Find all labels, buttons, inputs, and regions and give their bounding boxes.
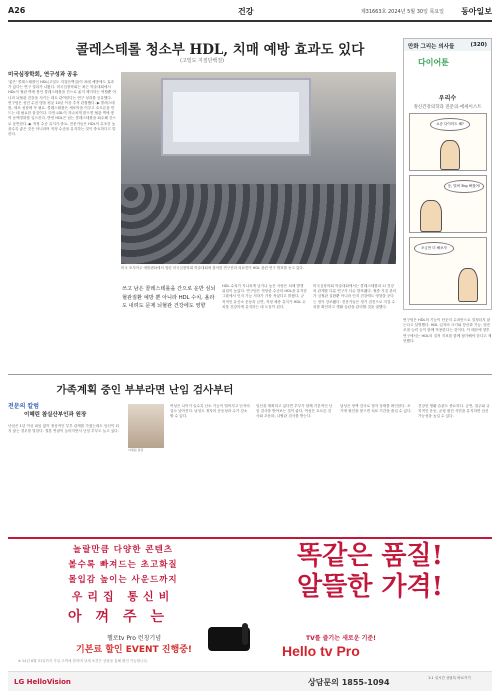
- article-column-2: HDL 수치가 지나치게 낮거나 높은 사람은 치매 발생 위험이 높았다. 연구팀은 적당한 수준의 HDL을 유지한 그룹에서 인지 기능 저하가 가장 적었다고 밝혔다. 규칙적인 유산소 운동과 금연, 적정 체중 유지가 HDL 수치를 건강하게 유지하는 데 도움이 된다.: [222, 284, 307, 309]
- article-column-3: 미국심장학회 학술대회에서는 콜레스테롤과 뇌 건강의 관계를 다룬 연구가 다수 발표됐다. 혈중 지질 관리가 심혈관 질환뿐 아니라 인지 건강에도 영향을 준다는 점이 강조됐다. 전문가들은 정기 검진으로 지질 수치를 확인하고 생활 습관을 관리할 것을 권했다.: [313, 284, 397, 309]
- section-divider: [8, 374, 492, 375]
- article-photo: [121, 72, 396, 264]
- article2-column-2: 여성은 나이가 들수록 난소 기능이 떨어지고 난자의 질도 낮아진다. 남성도 정자의 운동성과 수가 감소할 수 있다.: [170, 404, 250, 419]
- presentation-screen: [161, 78, 311, 156]
- columnist-photo: [128, 404, 164, 448]
- article-column-4: 연구팀은 HDL의 기능이 단순히 수치만으로 결정되지 않는다고 설명했다. HDL 입자의 크기와 항산화 기능, 염증 조절 능력 등이 함께 작용한다는 것이다. 이 때문에 향후 연구에서는 HDL의 질적 지표를 함께 평가해야 한다고 제언했다.: [403, 318, 492, 343]
- sidebar-title: 만화 그리는 의사들 (320): [404, 39, 491, 51]
- page-header: [8, 6, 492, 22]
- sidebar-number: (320): [470, 42, 487, 48]
- pull-quote: 쓰고 남은 콜레스테롤을 간으로 운반 심뇌혈관질환 예방 뿐 아니라 HDL 수치, 올라도 내려도 문제 뇌혈관 건강에도 영향: [122, 286, 216, 309]
- ad-copy-left: 놀랄만큼 다양한 콘텐츠 볼수록 빠져드는 초고화질 몰입감 높이는 사운드까지 우리집 통신비 아껴주는: [67, 545, 179, 625]
- brand-logo: LG HelloVision: [14, 678, 71, 686]
- photo-caption: 미국 조지아주 애틀랜타에서 열린 미국심장학회 학술대회에 참석한 연구진과 의료진이 HDL 관련 연구 발표를 듣고 있다.: [121, 266, 304, 270]
- article-byline: 미국심장학회, 연구성과 공유: [8, 72, 78, 78]
- columnist-photo-caption: 이혜린 원장: [128, 448, 144, 452]
- columnist-name: 이혜린 참실산부인과 원장: [24, 412, 87, 418]
- section-title: 건강: [238, 7, 254, 16]
- cartoon-panel-2: [409, 175, 487, 233]
- speech-bubble-1: 요즘 다이어트 해?: [430, 118, 470, 131]
- tv-slogan: TV를 즐기는 새로운 기준!: [306, 635, 376, 642]
- cartoon-logo: 다이어툰: [418, 58, 449, 67]
- cartoon-panel-3: [409, 237, 487, 305]
- chat-link[interactable]: 1:1 실시간 상담톡 바로가기: [428, 676, 471, 680]
- ad-footnote: ※ 24년 6월 31일까지 가입 고객에 한하며 상세 조건은 상담을 통해 확인 가능합니다.: [18, 659, 148, 663]
- cartoon-figure: [440, 140, 460, 170]
- ad-footer: [8, 671, 492, 691]
- issue-info: 제31663호 2024년 5월 30일 목요일: [360, 9, 444, 15]
- ad-promo: 헬로tv Pro 런칭기념 기본료 할인 EVENT 진행중!: [76, 635, 192, 655]
- cartoon-figure: [458, 268, 478, 302]
- advertisement[interactable]: [8, 537, 492, 691]
- article-headline: 콜레스테롤 청소부 HDL, 치매 예방 효과도 있다: [75, 42, 365, 58]
- column-tag: 전문의 칼럼: [8, 403, 40, 410]
- sidebar-author: 우리수 정신건강의학과 전문의·에세이스트: [413, 95, 482, 110]
- article2-column-5: 건강한 생활 습관도 중요하다. 금연, 절주와 규칙적인 운동, 균형 잡힌 식단을 유지하면 임신 가능성을 높일 수 있다.: [418, 404, 490, 419]
- phone-link[interactable]: 상담문의 1855-1094: [308, 678, 390, 687]
- speech-bubble-2: 응, 벌써 3kg 빠졌어!: [444, 180, 484, 193]
- cartoon-sidebar: [403, 38, 492, 310]
- article2-column-4: 남성은 정액 검사로 정자 상태를 확인한다. 조기에 원인을 찾으면 치료 기간을 줄일 수 있다.: [340, 404, 412, 414]
- page-number: A26: [8, 6, 26, 15]
- ad-headline-1: 똑같은 품질!: [296, 541, 444, 571]
- article2-headline: 가족계획 중인 부부라면 난임 검사부터: [56, 384, 234, 396]
- audience: [121, 184, 396, 264]
- article2-column-3: 임신을 계획하고 있다면 부부가 함께 기본적인 난임 검사를 받아보는 것이 좋다. 여성은 호르몬 검사와 초음파, 나팔관 검사를 받는다.: [256, 404, 333, 419]
- article2-column-1: 난임은 1년 이상 피임 없이 정상적인 부부 관계를 가졌는데도 임신이 되지 않는 경우를 말한다. 결혼 연령이 늦어지면서 난임 부부도 늘고 있다.: [8, 424, 119, 434]
- article-column-1: '좋은' 콜레스테롤인 HDL(고밀도 지질단백질)이 치매 예방에도 효과가 있다는 연구 결과가 나왔다. 미국심장학회는 최근 학술대회에서 HDL이 혈관 벽에 쌓인 콜레스테롤을 간으로 옮겨 제거하는 역할뿐 아니라 뇌혈관 건강을 지키는 데도 관여한다는 연구 성과를 공유했다. 연구팀은 성인 수천 명을 평균 10년 이상 추적 관찰했다. ▶ 콜레스테롤, 세포 성장에 꼭 필요. 콜레스테롤은 세포막을 이루고 호르몬을 만드는 데 필요한 물질이다. 다만 LDL이 지나치게 많으면 혈관 벽에 쌓여 동맥경화를 일으킨다. 반면 HDL은 남는 콜레스테롤을 회수해 간으로 운반한다. ▶ 적정 수준 유지가 중요. 전문가들은 HDL이 무조건 높을수록 좋은 것은 아니라며 적정 수준을 유지하는 것이 중요하다고 말한다.: [8, 80, 116, 137]
- ad-headline-2: 알뜰한 가격!: [296, 572, 444, 602]
- ad-headline: [248, 541, 492, 603]
- remote-control-icon: [242, 623, 248, 645]
- newspaper-name: 동아일보: [461, 6, 492, 16]
- product-logo: Hello tv Pro: [282, 643, 360, 659]
- cartoon-figure: [420, 200, 442, 232]
- cartoon-panel-1: [409, 113, 487, 171]
- headline-subnote: (고밀도 지질단백질): [180, 58, 225, 64]
- speech-bubble-3: 조금만 더 해보자: [414, 242, 454, 255]
